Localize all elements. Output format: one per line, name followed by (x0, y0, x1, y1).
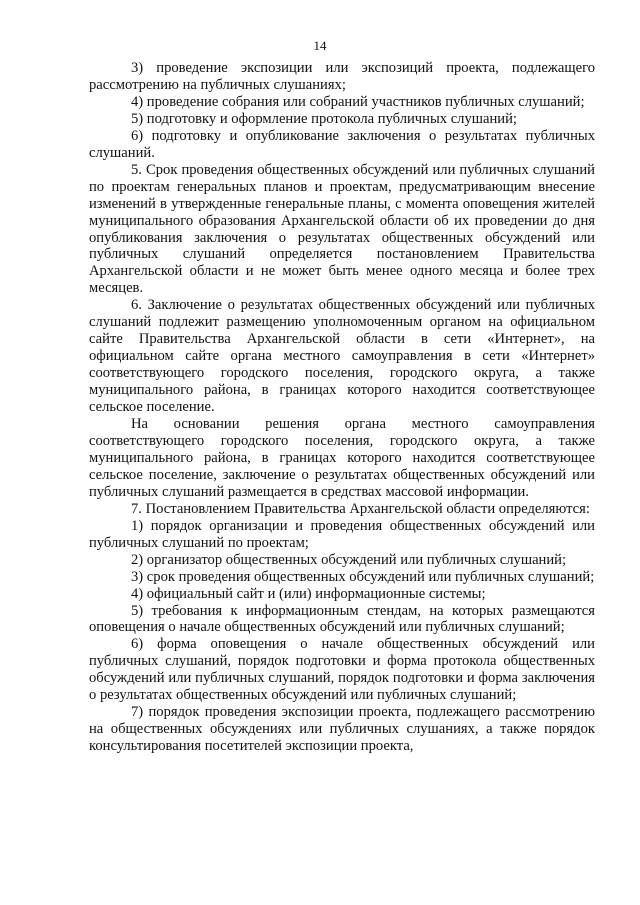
section-5-term: 5. Срок проведения общественных обсуждений или публичных слушаний по проектам генеральных планов и проектам, предусматривающим внесение изменений в утвержденные генеральные планы, с момента оповещения жителей муниципального образования Архангельской области об их проведении до дня опубликования заключения о результатах общественных обсуждений или публичных слушаний определяется постановлением Правительства Архангельской области и не может быть менее одного месяца и более трех месяцев. (89, 161, 595, 297)
section-7-intro: 7. Постановлением Правительства Архангельской области определяются: (131, 500, 590, 517)
paragraph-3-exposition: 3) проведение экспозиции или экспозиций проекта, подлежащего рассмотрению на публичных слушаниях; (89, 60, 595, 93)
item-3-term: 3) срок проведения общественных обсуждений или публичных слушаний; (131, 568, 595, 585)
paragraph-6-conclusion: 6) подготовку и опубликование заключения о результатах публичных слушаний. (89, 127, 595, 161)
item-7-exposition-procedure: 7) порядок проведения экспозиции проекта, подлежащего рассмотрению на общественных обсуждениях или публичных слушаниях, а также порядок консультирования посетителей экспозиции проекта, (89, 704, 595, 755)
item-6-forms: 6) форма оповещения о начале общественных обсуждений или публичных слушаний, порядок подготовки и форма протокола общественных обсуждений или публичных слушаний, порядок подготовки и форма заключения о результатах общественных обсуждений или публичных слушаний; (89, 636, 595, 704)
paragraph-4-meeting: 4) проведение собрания или собраний участников публичных слушаний; (131, 93, 585, 110)
document-body (89, 60, 595, 755)
section-6-mass-media: На основании решения органа местного самоуправления соответствующего городского поселения, городского округа, а также муниципального района, в границах которого находится соответствующее сельское поселение, заключение о результатах общественных обсуждений или публичных слушаний размещается в средствах массовой информации. (89, 416, 595, 500)
item-1-procedure: 1) порядок организации и проведения общественных обсуждений или публичных слушаний по проектам; (89, 517, 595, 551)
section-6-publication: 6. Заключение о результатах общественных обсуждений или публичных слушаний подлежит размещению уполномоченным органом на официальном сайте Правительства Архангельской области в сети «Интернет», на официальном сайте органа местного самоуправления в сети «Интернет» соответствующего городского поселения, городского округа, а также муниципального района, в границах которого находится соответствующее сельское поселение. (89, 297, 595, 416)
item-5-stands: 5) требования к информационным стендам, на которых размещаются оповещения о начале общественных обсуждений или публичных слушаний; (89, 602, 595, 636)
paragraph-5-protocol: 5) подготовку и оформление протокола публичных слушаний; (131, 110, 517, 127)
item-2-organizer: 2) организатор общественных обсуждений или публичных слушаний; (131, 551, 567, 568)
page-number: 14 (313, 38, 327, 53)
item-4-website: 4) официальный сайт и (или) информационные системы; (131, 585, 486, 602)
